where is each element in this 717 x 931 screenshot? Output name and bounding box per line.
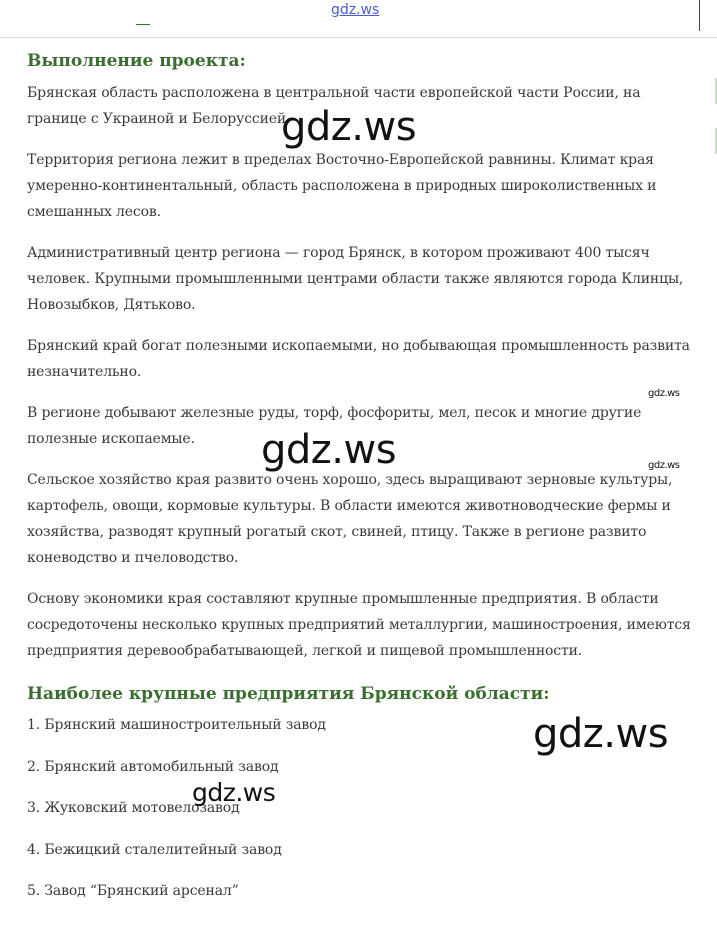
list-item: 2. Брянский автомобильный завод — [27, 758, 279, 775]
watermark: gdz.ws — [281, 104, 417, 150]
right-edge-decor — [705, 38, 717, 931]
list-item: 4. Бежицкий сталелитейный завод — [27, 841, 282, 858]
watermark: gdz.ws — [261, 427, 397, 473]
header-divider — [699, 0, 700, 31]
article-content — [27, 48, 699, 904]
watermark: gdz.ws — [192, 778, 276, 807]
list-item: 1. Брянский машиностроительный завод — [27, 717, 326, 733]
header-dash — [136, 24, 150, 25]
list-item: 3. Жуковский мотовелозавод — [27, 800, 240, 816]
section-title-enterprises: Наиболее крупные предприятия Брянской области: — [27, 684, 550, 704]
section-title-project: Выполнение проекта: — [27, 51, 246, 71]
watermark-small: gdz.ws — [648, 460, 680, 471]
paragraph: Территория региона лежит в пределах Восточно-Европейской равнины. Климат края умеренно-континентальный, область расположена в природных широколиственных и смешанных лесов. — [27, 152, 657, 220]
watermark: gdz.ws — [533, 711, 669, 757]
paragraph: Основу экономики края составляют крупные промышленные предприятия. В области сосредоточены несколько крупных предприятий металлургии, машиностроения, имеются предприятия деревообрабатывающей, легкой и пищевой промышленности. — [27, 591, 691, 659]
watermark-small: gdz.ws — [648, 388, 680, 399]
site-logo-link[interactable]: gdz.ws — [331, 2, 380, 18]
list-item: 5. Завод “Брянский арсенал” — [27, 883, 239, 899]
paragraph: Административный центр региона — город Брянск, в котором проживают 400 тысяч человек. Крупными промышленными центрами области также являются города Клинцы, Новозыбков, Дятьково. — [27, 245, 684, 313]
paragraph: Брянская область расположена в центральной части европейской части России, на границе с Украиной и Белоруссией. — [27, 85, 641, 127]
paragraph: Сельское хозяйство края развито очень хорошо, здесь выращивают зерновые культуры, картофель, овощи, кормовые культуры. В области имеются животноводческие фермы и хозяйства, разводят крупный рогатый скот, свиней, птицу. Также в регионе развито коневодство и пчеловодство. — [27, 472, 673, 566]
top-bar — [0, 0, 717, 38]
paragraph: В регионе добывают железные руды, торф, фосфориты, мел, песок и многие другие полезные ископаемые. — [27, 405, 642, 447]
paragraph: Брянский край богат полезными ископаемыми, но добывающая промышленность развита незначительно. — [27, 338, 690, 380]
